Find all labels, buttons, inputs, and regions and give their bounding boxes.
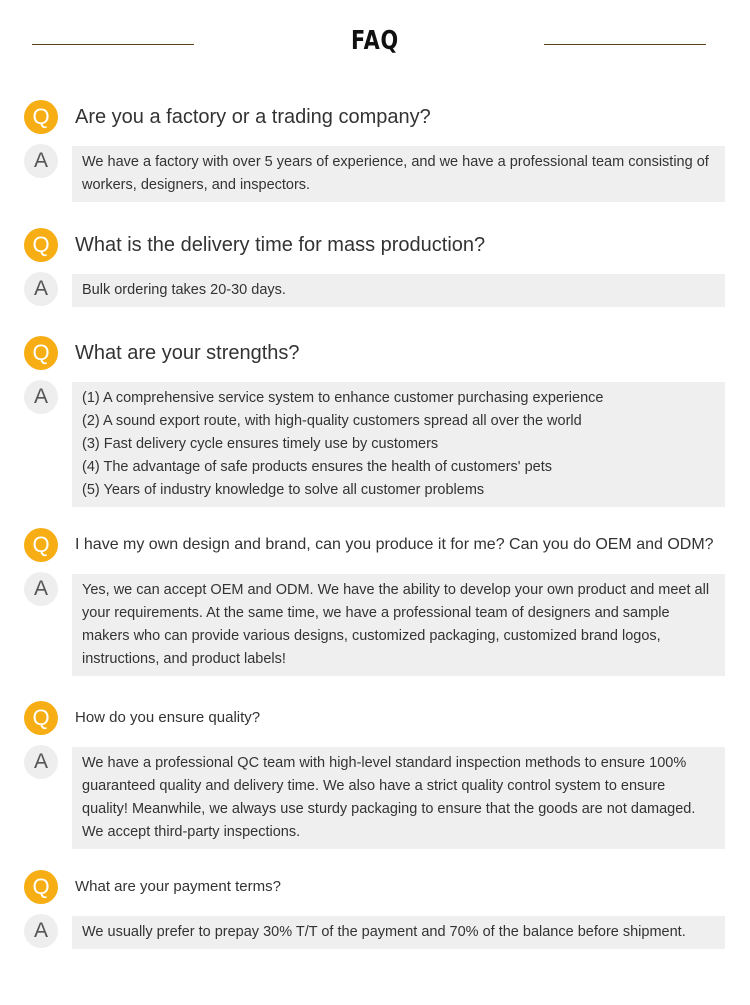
answer-line: (5) Years of industry knowledge to solve all customer problems [82, 482, 485, 498]
a-badge-icon: A [24, 144, 58, 178]
answer-box [72, 916, 725, 949]
q-badge-icon: Q [24, 528, 58, 562]
question-text: How do you ensure quality? [75, 709, 261, 726]
faq-item [0, 870, 750, 949]
a-badge-icon: A [24, 745, 58, 779]
a-badge-icon: A [24, 380, 58, 414]
page-title: FAQ [350, 26, 399, 56]
q-badge-icon: Q [24, 701, 58, 735]
answer-box [72, 146, 725, 202]
a-badge-icon: A [24, 272, 58, 306]
a-badge-icon: A [24, 914, 58, 948]
answer-line: Bulk ordering takes 20-30 days. [82, 282, 286, 298]
answer-box [72, 274, 725, 307]
faq-item [0, 100, 750, 202]
answer-row [0, 574, 750, 676]
answer-line: (3) Fast delivery cycle ensures timely use by customers [82, 436, 439, 452]
faq-item [0, 336, 750, 507]
answer-line: We have a factory with over 5 years of experience, and we have a professional team consisting of workers, designers, and inspectors. [82, 154, 709, 193]
answer-box [72, 382, 725, 507]
question-text: What are your strengths? [75, 342, 300, 364]
question-row [0, 528, 750, 562]
q-badge-icon: Q [24, 228, 58, 262]
answer-row [0, 274, 750, 307]
question-text: What are your payment terms? [75, 878, 281, 895]
question-text: What is the delivery time for mass production? [75, 234, 486, 256]
answer-line: We have a professional QC team with high-level standard inspection methods to ensure 100% guaranteed quality and delivery time. We also have a strict quality control system to ensure quality! Meanwhile, we always use sturdy packaging to ensure that the goods are not damaged. We accept third-party inspections. [82, 755, 696, 840]
answer-line: (4) The advantage of safe products ensures the health of customers' pets [82, 459, 552, 475]
q-badge-icon: Q [24, 100, 58, 134]
answer-line: Yes, we can accept OEM and ODM. We have the ability to develop your own product and meet all your requirements. At the same time, we have a professional team of designers and sample makers who can provide various designs, customized packaging, customized brand logos, instructions, and product labels! [82, 582, 710, 667]
q-badge-icon: Q [24, 870, 58, 904]
question-row [0, 701, 750, 735]
q-badge-icon: Q [24, 336, 58, 370]
answer-row [0, 146, 750, 202]
answer-row [0, 747, 750, 849]
question-row [0, 336, 750, 370]
question-row [0, 870, 750, 904]
answer-row [0, 916, 750, 949]
a-badge-icon: A [24, 572, 58, 606]
question-row [0, 228, 750, 262]
question-text: Are you a factory or a trading company? [75, 106, 431, 128]
answer-line: (1) A comprehensive service system to enhance customer purchasing experience [82, 390, 604, 406]
faq-item [0, 528, 750, 676]
faq-item [0, 228, 750, 307]
answer-box [72, 574, 725, 676]
answer-line: (2) A sound export route, with high-quality customers spread all over the world [82, 413, 582, 429]
answer-line: We usually prefer to prepay 30% T/T of the payment and 70% of the balance before shipment. [82, 924, 686, 940]
question-text: I have my own design and brand, can you produce it for me? Can you do OEM and ODM? [75, 536, 714, 553]
answer-row [0, 382, 750, 507]
question-row [0, 100, 750, 134]
faq-item [0, 701, 750, 849]
answer-box [72, 747, 725, 849]
